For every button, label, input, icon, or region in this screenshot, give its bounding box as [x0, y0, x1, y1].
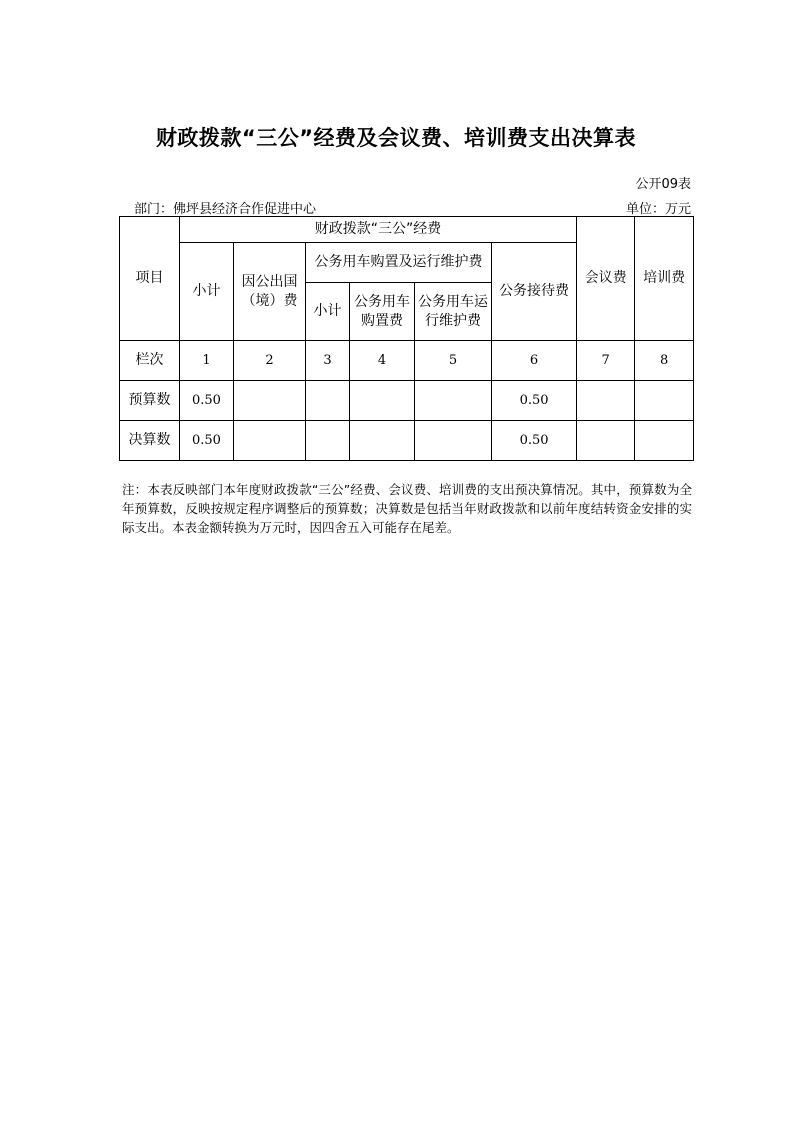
index-cell: 8	[635, 341, 694, 381]
header-item: 项目	[120, 217, 180, 341]
budget-training	[635, 381, 694, 421]
budget-meeting	[577, 381, 635, 421]
unit-label: 单位：万元	[625, 202, 691, 217]
final-vehicle-maint	[415, 421, 492, 461]
budget-subtotal: 0.50	[180, 381, 234, 421]
budget-abroad	[234, 381, 306, 421]
index-cell: 7	[577, 341, 635, 381]
header-vehicle-subtotal: 小计	[306, 283, 350, 341]
row-index-label: 栏次	[120, 341, 180, 381]
final-training	[635, 421, 694, 461]
final-reception: 0.50	[492, 421, 577, 461]
header-three-public: 财政拨款“三公”经费	[180, 217, 577, 243]
index-cell: 1	[180, 341, 234, 381]
header-row-1	[120, 217, 694, 243]
index-cell: 3	[306, 341, 350, 381]
budget-vehicle-maint	[415, 381, 492, 421]
row-final-label: 决算数	[120, 421, 180, 461]
index-cell: 4	[350, 341, 415, 381]
row-index	[120, 341, 694, 381]
final-vehicle-subtotal	[306, 421, 350, 461]
index-cell: 2	[234, 341, 306, 381]
final-abroad	[234, 421, 306, 461]
final-subtotal: 0.50	[180, 421, 234, 461]
header-meeting: 会议费	[577, 217, 635, 341]
header-vehicle-maint: 公务用车运行维护费	[415, 283, 492, 341]
index-cell: 6	[492, 341, 577, 381]
header-subtotal: 小计	[180, 243, 234, 341]
header-vehicle-purchase: 公务用车购置费	[350, 283, 415, 341]
header-training: 培训费	[635, 217, 694, 341]
row-final	[120, 421, 694, 461]
budget-vehicle-purchase	[350, 381, 415, 421]
final-meeting	[577, 421, 635, 461]
footnote: 注：本表反映部门本年度财政拨款“三公”经费、会议费、培训费的支出预决算情况。其中，预算数为全年预算数，反映按规定程序调整后的预算数；决算数是包括当年财政拨款和以前年度结转资金安排的实际支出。本表金额转换为万元时，因四舍五入可能存在尾差。	[122, 482, 692, 535]
expense-table	[119, 216, 694, 461]
header-abroad: 因公出国（境）费	[234, 243, 306, 341]
department-label: 部门：佛坪县经济合作促进中心	[134, 202, 317, 217]
page-title: 财政拨款“三公”经费及会议费、培训费支出决算表	[155, 126, 637, 150]
row-budget	[120, 381, 694, 421]
row-budget-label: 预算数	[120, 381, 180, 421]
budget-vehicle-subtotal	[306, 381, 350, 421]
budget-reception: 0.50	[492, 381, 577, 421]
form-number: 公开09表	[635, 177, 691, 192]
header-vehicle-group: 公务用车购置及运行维护费	[306, 243, 492, 283]
header-reception: 公务接待费	[492, 243, 577, 341]
index-cell: 5	[415, 341, 492, 381]
final-vehicle-purchase	[350, 421, 415, 461]
